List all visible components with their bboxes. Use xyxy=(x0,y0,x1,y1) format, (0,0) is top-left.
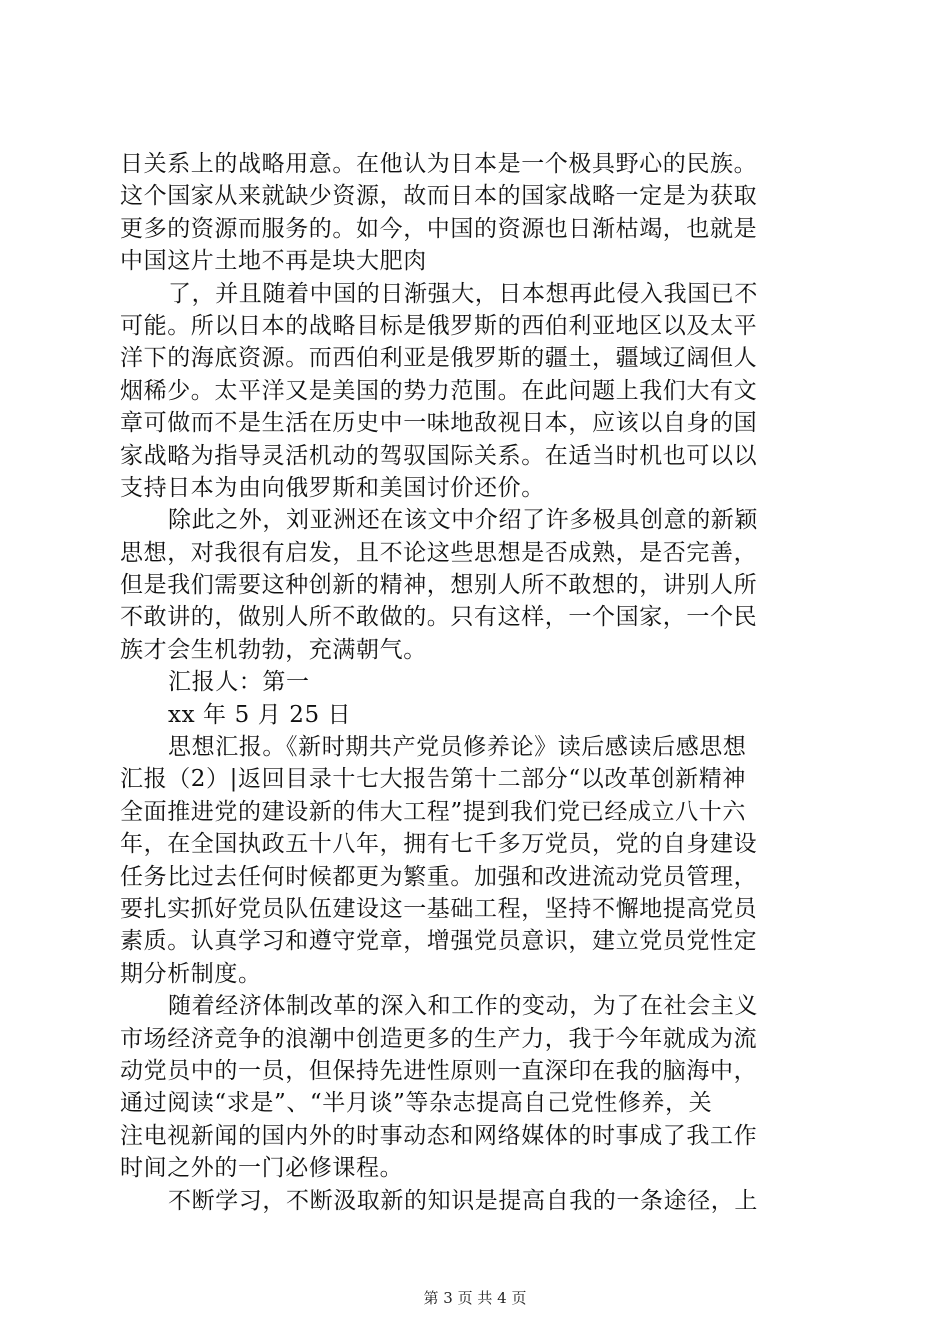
text-line: 通过阅读“求是”、“半月谈”等杂志提高自己党性修养，关 xyxy=(120,1090,713,1117)
text-line: 了，并且随着中国的日渐强大，日本想再此侵入我国已不 xyxy=(168,280,758,307)
text-line: 这个国家从来就缺少资源，故而日本的国家战略一定是为获取 xyxy=(120,183,758,210)
text-line: 动党员中的一员，但保持先进性原则一直深印在我的脑海中， xyxy=(120,1057,758,1084)
text-line: 洋下的海底资源。而西伯利亚是俄罗斯的疆土，疆域辽阔但人 xyxy=(120,345,758,372)
text-line: 但是我们需要这种创新的精神，想别人所不敢想的，讲别人所 xyxy=(120,572,758,599)
text-line: 更多的资源而服务的。如今，中国的资源也日渐枯竭，也就是 xyxy=(120,215,758,242)
text-line: 注电视新闻的国内外的时事动态和网络媒体的时事成了我工作 xyxy=(120,1122,758,1149)
text-line: 全面推进党的建设新的伟大工程”提到我们党已经成立八十六 xyxy=(120,798,746,825)
text-line: 市场经济竞争的浪潮中创造更多的生产力，我于今年就成为流 xyxy=(120,1025,758,1052)
page-footer: 第 3 页 共 4 页 xyxy=(423,1289,527,1307)
text-line: 要扎实抓好党员队伍建设这一基础工程，坚持不懈地提高党员 xyxy=(120,895,758,922)
text-line: 随着经济体制改革的深入和工作的变动，为了在社会主义 xyxy=(168,993,758,1020)
text-line: 不敢讲的，做别人所不敢做的。只有这样，一个国家，一个民 xyxy=(120,604,758,631)
text-line: xx 年 5 月 25 日 xyxy=(168,701,352,728)
text-line: 除此之外，刘亚洲还在该文中介绍了许多极具创意的新颖 xyxy=(168,507,758,534)
text-line: 思想汇报。《新时期共产党员修养论》读后感读后感思想 xyxy=(168,734,747,761)
text-line: 年，在全国执政五十八年，拥有七千多万党员，党的自身建设 xyxy=(120,831,758,858)
text-line: 支持日本为由向俄罗斯和美国讨价还价。 xyxy=(120,474,545,501)
text-line: 汇报人：第一 xyxy=(168,669,310,696)
text-line: 思想，对我很有启发，且不论这些思想是否成熟，是否完善， xyxy=(120,539,758,566)
text-line: 任务比过去任何时候都更为繁重。加强和改进流动党员管理， xyxy=(120,863,758,890)
text-line: 烟稀少。太平洋又是美国的势力范围。在此问题上我们大有文 xyxy=(120,377,758,404)
text-line: 汇报（2）|返回目录十七大报告第十二部分“以改革创新精神 xyxy=(120,766,746,793)
text-line: 章可做而不是生活在历史中一味地敌视日本，应该以自身的国 xyxy=(120,410,758,437)
text-line: 中国这片土地不再是块大肥肉 xyxy=(120,248,427,275)
document-body xyxy=(120,148,840,1217)
text-line: 时间之外的一门必修课程。 xyxy=(120,1155,404,1182)
text-line: 族才会生机勃勃，充满朝气。 xyxy=(120,636,427,663)
text-line: 素质。认真学习和遵守党章，增强党员意识，建立党员党性定 xyxy=(120,928,758,955)
text-line: 期分析制度。 xyxy=(120,960,262,987)
text-line: 可能。所以日本的战略目标是俄罗斯的西伯利亚地区以及太平 xyxy=(120,312,758,339)
text-line: 日关系上的战略用意。在他认为日本是一个极具野心的民族。 xyxy=(120,151,758,177)
text-line: 家战略为指导灵活机动的驾驭国际关系。在适当时机也可以以 xyxy=(120,442,758,469)
text-line: 不断学习，不断汲取新的知识是提高自我的一条途径，上 xyxy=(168,1187,758,1214)
